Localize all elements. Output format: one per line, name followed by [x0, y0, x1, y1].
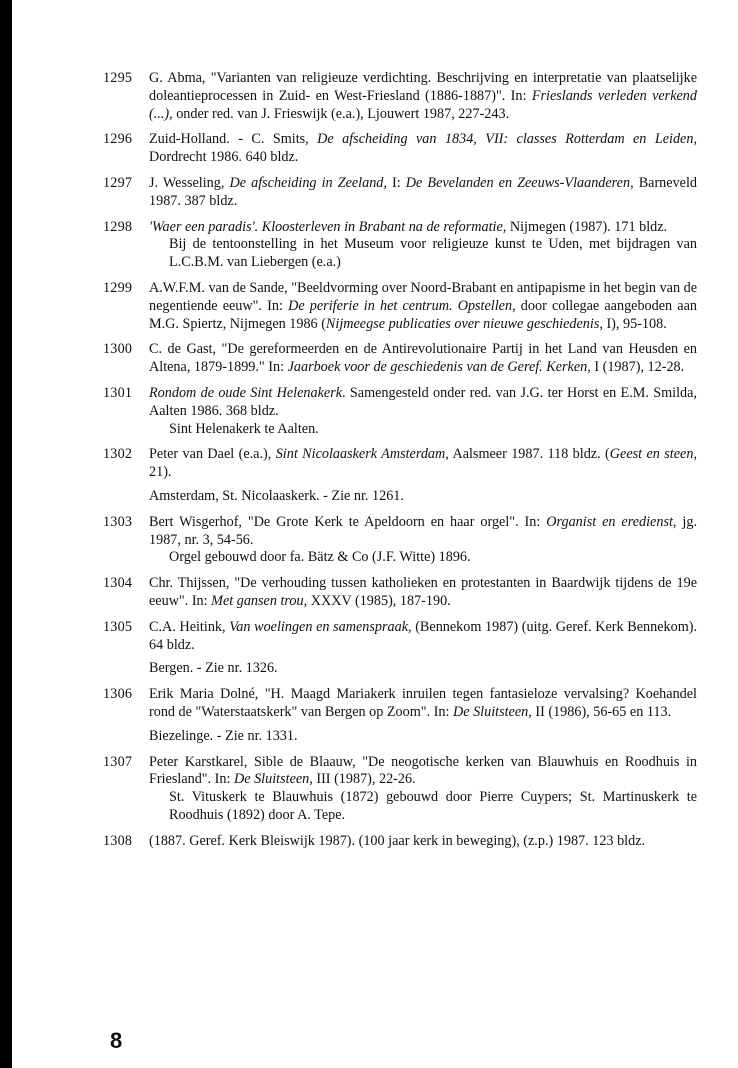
entry-1306 — [103, 686, 697, 745]
text-run: Chr. Thijssen, "De verhouding tussen katholieken en protestanten in Baardwijk tijdens de 19e eeuw". In: — [149, 575, 697, 609]
text-run: , Dordrecht 1986. 640 bldz. — [149, 131, 697, 166]
entry-number: 1307 — [103, 753, 133, 770]
title-italic: Geest en steen — [609, 446, 694, 463]
entry-number: 1295 — [103, 70, 133, 86]
entry-1295 — [103, 70, 697, 123]
title-italic: Frieslands verleden verkend (...) — [149, 87, 697, 122]
entry-number: 1301 — [103, 384, 133, 401]
cross-reference: Biezelinge. - Zie nr. 1331. — [149, 727, 298, 744]
entry-text — [149, 175, 697, 211]
entry-1308 — [103, 833, 697, 851]
entry-note: Sint Helenakerk te Aalten. — [169, 420, 319, 437]
entry-text — [149, 446, 697, 505]
text-run: C.A. Heitink, — [149, 618, 230, 635]
entry-note: Orgel gebouwd door fa. Bätz & Co (J.F. Witte) 1896. — [169, 549, 471, 566]
text-run: , II (1986), 56-65 en 113. — [528, 703, 672, 720]
entry-number: 1297 — [103, 174, 133, 191]
text-run: Peter van Dael (e.a.), — [149, 446, 276, 463]
entry-number: 1300 — [103, 341, 133, 358]
entry-text — [149, 385, 697, 438]
entry-text — [149, 219, 697, 272]
text-run: , Barneveld 1987. 387 bldz. — [149, 174, 698, 209]
entry-number: 1303 — [103, 513, 133, 530]
text-run: , jg. 1987, nr. 3, 54-56. — [149, 513, 697, 548]
entry-number: 1299 — [103, 279, 133, 296]
title-italic: De Sluitsteen — [234, 771, 310, 788]
text-run: , door collegae aangeboden aan M.G. Spiertz, Nijmegen 1986 ( — [149, 297, 697, 332]
cross-reference: Amsterdam, St. Nicolaaskerk. - Zie nr. 1261. — [149, 487, 404, 504]
title-italic: Van woelingen en samenspraak — [229, 618, 409, 635]
entry-note: St. Vituskerk te Blauwhuis (1872) gebouwd door Pierre Cuypers; St. Martinuskerk te Roodhuis (1892) door A. Tepe. — [169, 789, 697, 823]
entry-text — [149, 341, 697, 377]
entry-text — [149, 70, 697, 123]
text-run: . Samengesteld onder red. van J.G. ter Horst en E.M. Smilda, Aalten 1986. 368 bldz. — [149, 384, 697, 419]
entry-1305 — [103, 619, 697, 678]
entry-1307 — [103, 754, 697, 825]
text-run: , Nijmegen (1987). 171 bldz. — [502, 218, 668, 235]
entry-1303 — [103, 514, 697, 567]
title-italic: Met gansen trou — [211, 592, 304, 609]
entry-text — [149, 619, 697, 678]
scan-edge-bar — [0, 0, 12, 1068]
text-run: Bert Wisgerhof, "De Grote Kerk te Apeldoorn en haar orgel". In: — [149, 513, 547, 530]
title-italic: Jaarboek voor de geschiedenis van de Geref. Kerken — [287, 359, 588, 376]
title-italic: De Bevelanden en Zeeuws-Vlaanderen — [405, 174, 631, 191]
title-italic: De afscheiding van 1834, VII: classes Rotterdam en Leiden — [317, 131, 694, 148]
cross-reference: Bergen. - Zie nr. 1326. — [149, 660, 278, 677]
entry-1299 — [103, 280, 697, 333]
entry-text — [149, 575, 697, 611]
entry-number: 1306 — [103, 686, 133, 703]
entry-text — [149, 686, 697, 745]
entry-1300 — [103, 341, 697, 377]
title-italic: Nijmeegse publicaties over nieuwe geschiedenis — [325, 315, 600, 332]
text-run: , Aalsmeer 1987. 118 bldz. ( — [445, 446, 610, 463]
text-run: , I), 95-108. — [599, 315, 667, 332]
entry-1302 — [103, 446, 697, 505]
text-run: Erik Maria Dolné, "H. Maagd Mariakerk inruilen tegen fantasieloze vervalsing? Koehandel rond de "Waterstaatskerk" van Bergen op Zoom". In: — [149, 686, 697, 720]
entry-number: 1304 — [103, 575, 133, 592]
entry-1298 — [103, 219, 697, 272]
entry-number: 1305 — [103, 618, 133, 635]
entry-number: 1296 — [103, 131, 133, 148]
text-run: , I (1987), 12-28. — [587, 359, 685, 376]
entry-1304 — [103, 575, 697, 611]
text-run: , XXXV (1985), 187-190. — [303, 592, 451, 609]
title-italic: Rondom de oude Sint Helenakerk — [149, 384, 343, 401]
entry-text — [149, 754, 697, 825]
entry-number: 1308 — [103, 832, 133, 849]
text-run: , onder red. van J. Frieswijk (e.a.), Ljouwert 1987, 227-243. — [169, 105, 510, 122]
title-italic: De afscheiding in Zeeland — [229, 174, 384, 191]
entry-text — [149, 280, 697, 333]
text-run: Zuid-Holland. - C. Smits, — [149, 131, 318, 148]
entry-number: 1302 — [103, 446, 133, 463]
entry-text — [149, 833, 697, 851]
title-italic: Sint Nicolaaskerk Amsterdam — [275, 446, 446, 463]
entry-1301 — [103, 385, 697, 438]
text-run: , 21). — [149, 446, 697, 481]
entry-text — [149, 131, 697, 167]
text-run: , I: — [383, 174, 406, 191]
text-run: (1887. Geref. Kerk Bleiswijk 1987). (100 jaar kerk in beweging), (z.p.) 1987. 123 bldz. — [149, 832, 646, 849]
text-run: , (Bennekom 1987) (uitg. Geref. Kerk Bennekom). 64 bldz. — [149, 618, 698, 653]
text-run: A.W.F.M. van de Sande, "Beeldvorming over Noord-Brabant en antipapisme in het begin van de negentiende eeuw". In: — [149, 279, 697, 314]
bibliography-list — [103, 70, 697, 858]
title-italic: De Sluitsteen — [452, 703, 529, 720]
page-number: 8 — [110, 1028, 123, 1053]
title-italic: De periferie in het centrum. Opstellen — [288, 297, 513, 314]
entry-1297 — [103, 175, 697, 211]
entry-note: Bij de tentoonstelling in het Museum voor religieuze kunst te Uden, met bijdragen van L.C.B.M. van Liebergen (e.a.) — [169, 236, 697, 271]
entry-1296 — [103, 131, 697, 167]
text-run: Peter Karstkarel, Sible de Blaauw, "De neogotische kerken van Blauwhuis en Roodhuis in Friesland". In: — [149, 753, 697, 788]
entry-text — [149, 514, 697, 567]
text-run: G. Abma, "Varianten van religieuze verdichting. Beschrijving en interpretatie van plaatselijke doleantieprocessen in Zuid- en West-Friesland (1886-1887)". In: — [149, 70, 697, 104]
entry-number: 1298 — [103, 218, 133, 235]
text-run: C. de Gast, "De gereformeerden en de Antirevolutionaire Partij in het Land van Heusden en Altena, 1879-1899." In: — [149, 341, 697, 376]
text-run: , III (1987), 22-26. — [309, 771, 416, 788]
text-run: J. Wesseling, — [149, 174, 230, 191]
title-italic: 'Waer een paradis'. Kloosterleven in Brabant na de reformatie — [149, 218, 503, 235]
title-italic: Organist en eredienst — [546, 513, 673, 530]
